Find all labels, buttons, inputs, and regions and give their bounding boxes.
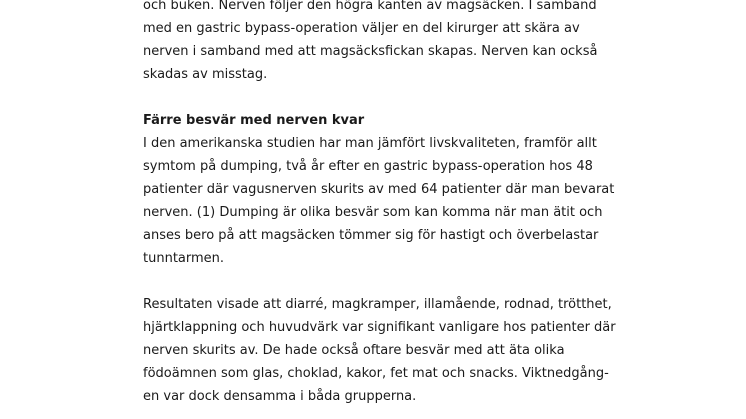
paragraph-dumping-study xyxy=(143,132,613,270)
text-line: nerven. (1) Dumping är olika besvär som kan komma när man ätit och xyxy=(143,205,603,220)
article-body xyxy=(143,0,616,408)
text-line: en var dock densamma i båda grupperna. xyxy=(143,389,417,404)
intro-paragraph xyxy=(143,0,613,86)
paragraph-results xyxy=(143,293,616,408)
text-line: med en gastric bypass-operation väljer en del kirurger att skära av xyxy=(143,21,580,36)
text-line: anses bero på att magsäcken tömmer sig för hastigt och överbelastar xyxy=(143,228,599,243)
text-line: födoämnen som glas, choklad, kakor, fet mat och snacks. Viktnedgång- xyxy=(143,366,609,381)
text-line: skadas av misstag. xyxy=(143,67,268,82)
text-line: hjärtklappning och huvudvärk var signifikant vanligare hos patienter där xyxy=(143,320,616,335)
text-line: tunntarmen. xyxy=(143,251,225,266)
text-line: nerven i samband med att magsäcksfickan skapas. Nerven kan också xyxy=(143,44,598,59)
paragraph-spacer xyxy=(143,270,613,293)
text-line: och buken. Nerven följer den högra kanten av magsäcken. I samband xyxy=(143,0,597,13)
section-heading: Färre besvär med nerven kvar xyxy=(143,113,365,128)
text-line: symtom på dumping, två år efter en gastric bypass-operation hos 48 xyxy=(143,159,593,174)
text-line: nerven skurits av. De hade också oftare besvär med att äta olika xyxy=(143,343,565,358)
text-line: I den amerikanska studien har man jämfört livskvaliteten, framför allt xyxy=(143,136,597,151)
paragraph-spacer xyxy=(143,86,613,109)
text-line: Resultaten visade att diarré, magkramper, illamående, rodnad, trötthet, xyxy=(143,297,612,312)
text-line: patienter där vagusnerven skurits av med 64 patienter där man bevarat xyxy=(143,182,615,197)
